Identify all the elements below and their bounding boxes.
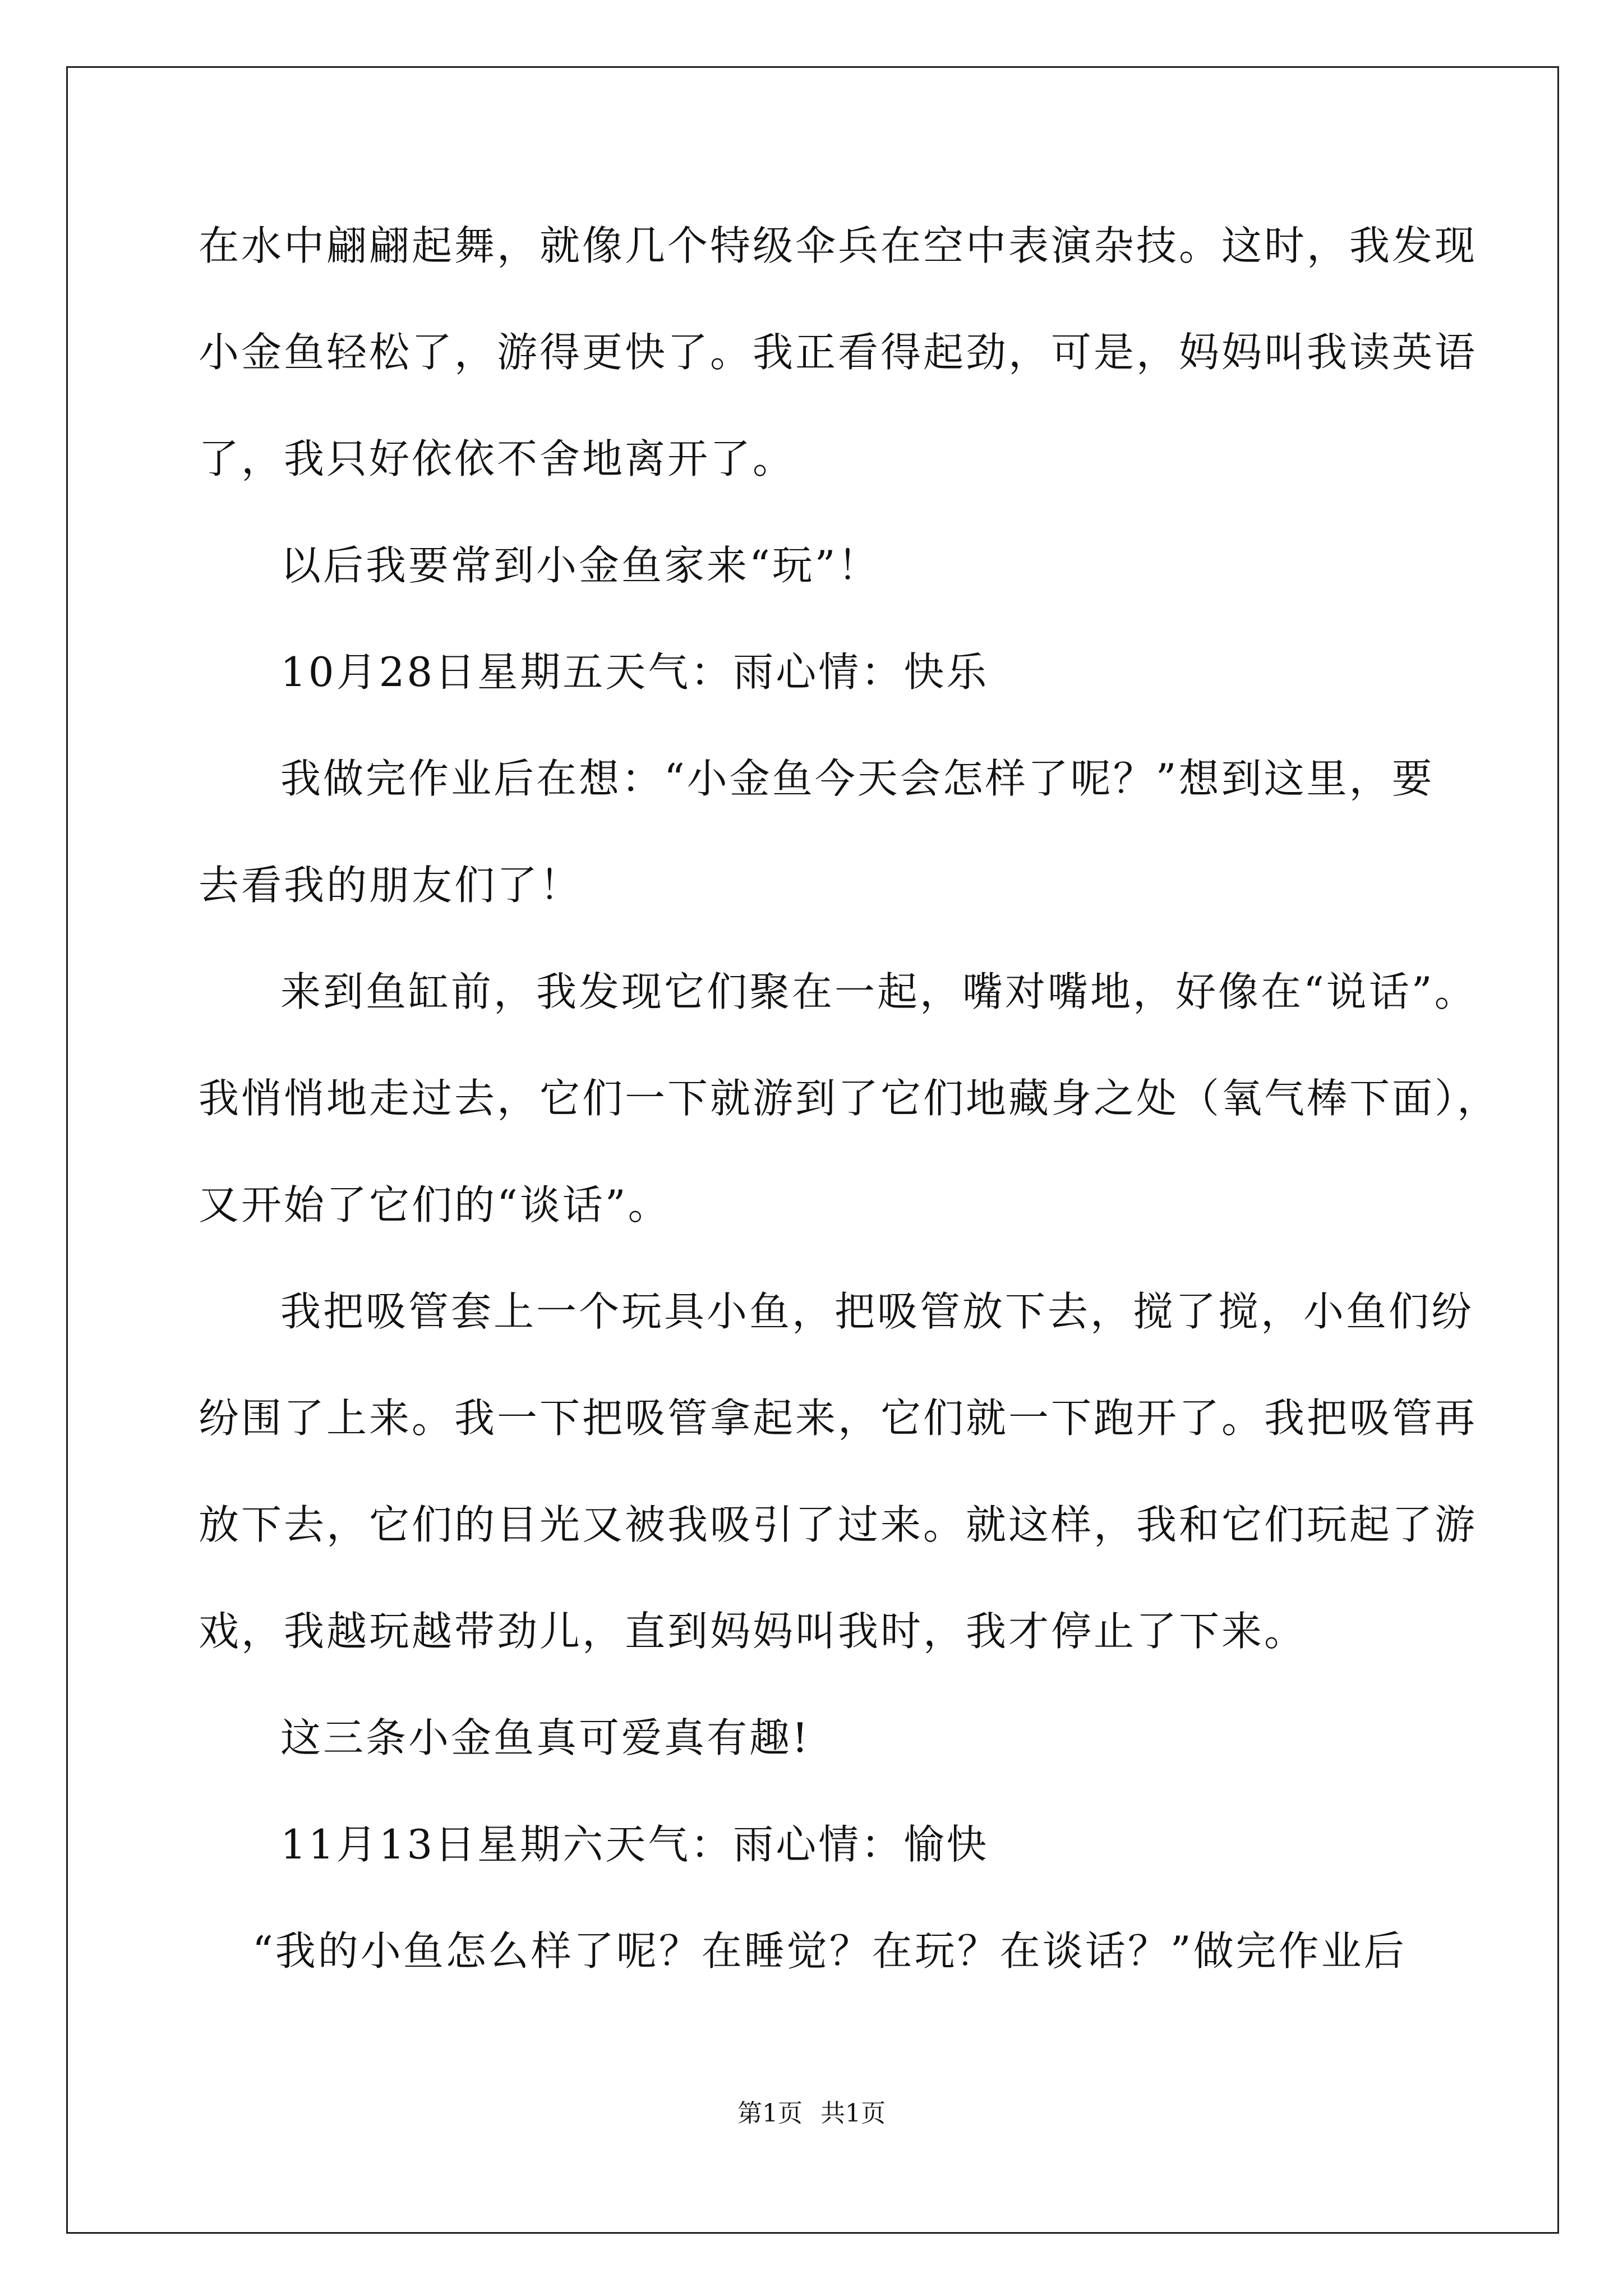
text-line-3: 了，我只好依依不舍地离开了。 xyxy=(199,435,796,482)
text-line-6: 我做完作业后在想：“小金鱼今天会怎样了呢？”想到这里，要 xyxy=(280,755,1435,802)
text-line-1: 在水中翩翩起舞，就像几个特级伞兵在空中表演杂技。这时，我发现 xyxy=(199,222,1478,269)
diary-date-heading: 10月28日星期五天气：雨心情：快乐 xyxy=(280,648,989,696)
text-line-7: 去看我的朋友们了！ xyxy=(199,862,583,909)
text-line-8: 来到鱼缸前，我发现它们聚在一起，嘴对嘴地，好像在“说话”。 xyxy=(280,968,1477,1015)
page-frame xyxy=(66,66,1559,2234)
diary-date-heading-2: 11月13日星期六天气：雨心情：愉快 xyxy=(280,1821,989,1868)
page-footer xyxy=(0,2097,1623,2131)
text-line-13: 放下去，它们的目光又被我吸引了过来。就这样，我和它们玩起了游 xyxy=(199,1501,1478,1548)
text-line-12: 纷围了上来。我一下把吸管拿起来，它们就一下跑开了。我把吸管再 xyxy=(199,1395,1478,1442)
text-line-17: “我的小鱼怎么样了呢？在睡觉？在玩？在谈话？”做完作业后 xyxy=(252,1927,1407,1975)
text-line-14: 戏，我越玩越带劲儿，直到妈妈叫我时，我才停止了下来。 xyxy=(199,1608,1307,1655)
page-total: 共1页 xyxy=(820,2099,886,2128)
text-line-9: 我悄悄地走过去，它们一下就游到了它们地藏身之处（氧气棒下面）， xyxy=(199,1075,1500,1122)
text-line-2: 小金鱼轻松了，游得更快了。我正看得起劲，可是，妈妈叫我读英语 xyxy=(199,329,1478,376)
text-line-4: 以后我要常到小金鱼家来“玩”！ xyxy=(280,542,880,589)
text-line-10: 又开始了它们的“谈话”。 xyxy=(199,1181,671,1228)
page-number: 第1页 xyxy=(737,2099,803,2128)
text-line-15: 这三条小金鱼真可爱真有趣! xyxy=(280,1714,810,1761)
text-line-11: 我把吸管套上一个玩具小鱼，把吸管放下去，搅了搅，小鱼们纷 xyxy=(280,1288,1474,1335)
